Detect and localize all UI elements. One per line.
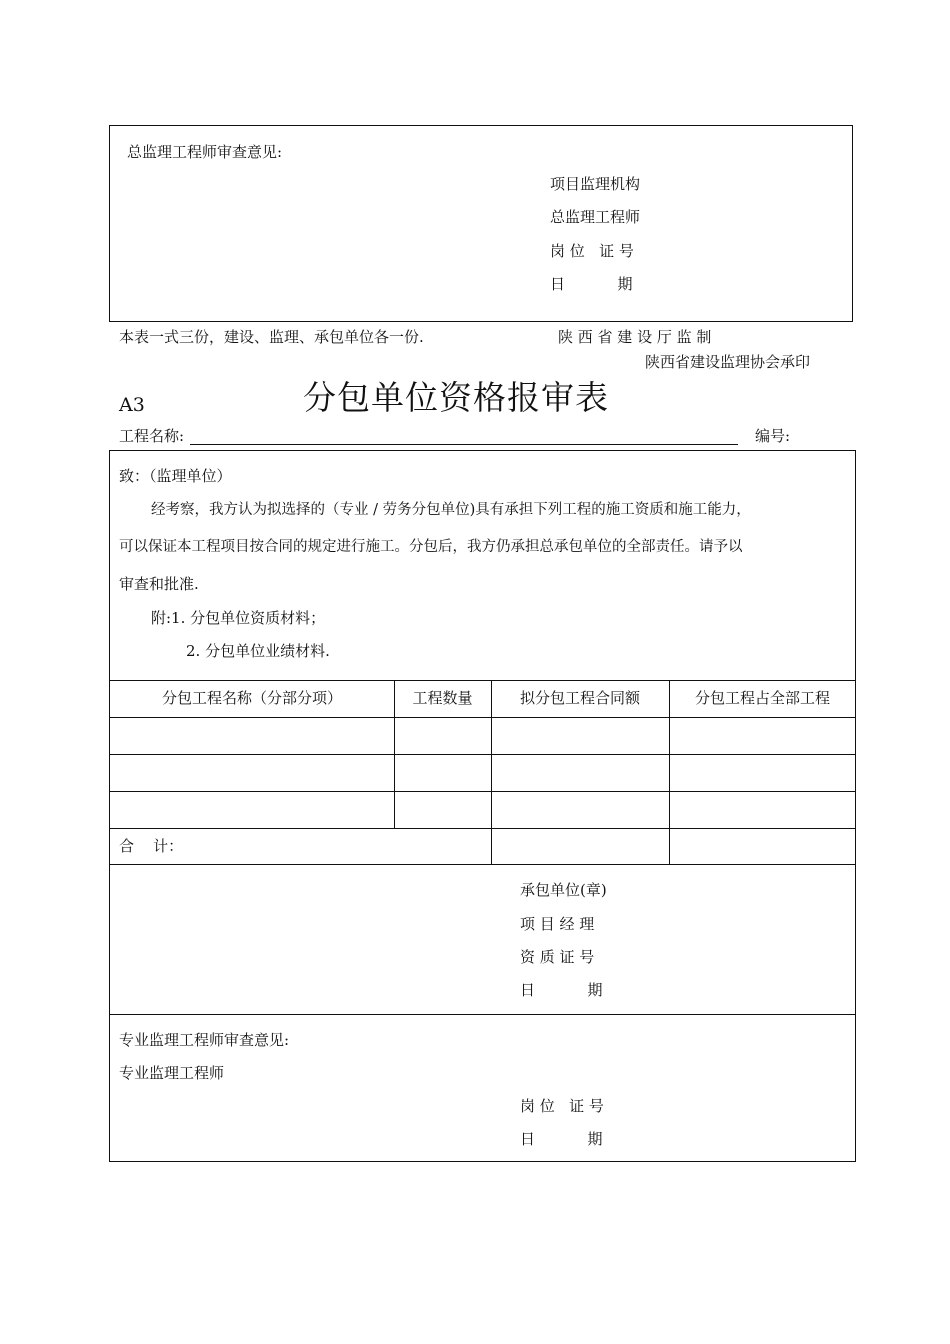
- project-name-field[interactable]: [190, 444, 738, 445]
- table-col-rule: [491, 680, 492, 864]
- specialist-cert-label: 岗 位 证 号: [520, 1097, 604, 1115]
- project-name-label: 工程名称:: [119, 427, 185, 445]
- specialist-engineer-label: 专业监理工程师: [119, 1064, 225, 1082]
- table-top-rule: [110, 680, 855, 681]
- printer-note: 陕西省建设监理协会承印: [645, 353, 811, 371]
- body-line-2: 可以保证本工程项目按合同的规定进行施工。分包后，我方仍承担总承包单位的全部责任。请予以: [119, 539, 743, 555]
- chief-opinion-label: 总监理工程师审查意见:: [127, 143, 283, 161]
- col-header-name: 分包工程名称（分部分项）: [161, 689, 342, 707]
- supervisor-note: 陕 西 省 建 设 厅 监 制: [558, 328, 712, 346]
- table-col-rule: [669, 680, 670, 864]
- specialist-date-label: 日 期: [520, 1130, 603, 1148]
- attachment-2: 2. 分包单位业绩材料.: [186, 642, 330, 660]
- number-label: 编号:: [755, 427, 791, 445]
- contractor-section-rule: [110, 1014, 855, 1015]
- table-row-rule: [110, 754, 855, 755]
- body-line-1: 经考察，我方认为拟选择的（专业 / 劳务分包单位)具有承担下列工程的施工资质和施工能力，: [151, 502, 751, 518]
- form-code: A3: [119, 394, 145, 416]
- sign-date-label: 日 期: [550, 275, 633, 293]
- addressee: 致：（监理单位）: [119, 467, 232, 485]
- contractor-date-label: 日 期: [520, 981, 603, 999]
- col-header-contract-amount: 拟分包工程合同额: [519, 689, 640, 707]
- application-form: [109, 450, 856, 1162]
- sign-cert-label: 岗 位 证 号: [550, 242, 634, 260]
- copies-note: 本表一式三份，建设、监理、承包单位各一份.: [119, 328, 424, 346]
- body-line-3: 审查和批准.: [119, 575, 199, 593]
- table-total-rule: [110, 864, 855, 865]
- table-header-rule: [110, 717, 855, 718]
- sign-chief-engineer-label: 总监理工程师: [550, 208, 641, 226]
- table-row-rule: [110, 791, 855, 792]
- project-manager-label: 项 目 经 理: [520, 915, 595, 933]
- total-label: 合 计：: [119, 837, 184, 855]
- qualification-cert-label: 资 质 证 号: [520, 948, 595, 966]
- attachment-1: 附:1. 分包单位资质材料；: [151, 609, 326, 627]
- specialist-opinion-label: 专业监理工程师审查意见:: [119, 1031, 290, 1049]
- table-row-rule: [110, 828, 855, 829]
- form-title: 分包单位资格报审表: [303, 378, 609, 417]
- contractor-unit-label: 承包单位(章): [520, 881, 607, 899]
- sign-org-label: 项目监理机构: [550, 175, 641, 193]
- col-header-quantity: 工程数量: [412, 689, 473, 707]
- col-header-percentage: 分包工程占全部工程: [694, 689, 830, 707]
